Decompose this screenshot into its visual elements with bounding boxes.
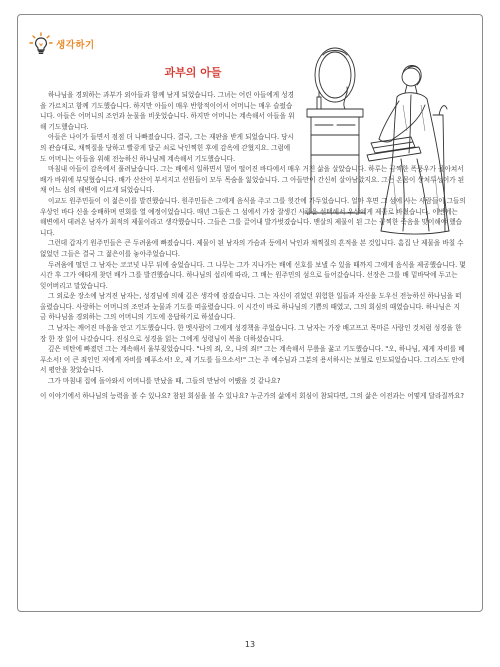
paragraph: 아들은 나이가 들면서 점점 더 나빠졌습니다. 결국, 그는 재판을 받게 되었습니다. 당시의 관습대로, 채찍질을 당하고 빨갛게 달군 쇠로 낙인찍힌 후에 감옥에 갇혔지요. 그럼에도 어머니는 아들을 위해 전능하신 하나님께 계속해서 기도했습니다. — [40, 133, 294, 163]
lightbulb-icon — [28, 31, 54, 57]
reflection-question: 이 이야기에서 하나님의 능력을 볼 수 있나요? 참된 회심을 볼 수 있나요? 누군가의 삶에서 회심이 참되다면, 그의 삶은 이전과는 어떻게 달라질까요? — [40, 391, 464, 400]
paragraph: 그 남자는 깨어진 마음을 안고 기도했습니다. 한 멧사람이 그에게 성경책을 주었습니다. 그 남자는 가장 배고프고 목마른 사람인 것처럼 성경을 한 장 한 장 읽어 나갔습니다. 진심으로 성경을 읽는 그에게 성령님이 복을 더하셨습니다. — [40, 324, 462, 343]
paragraph: 하나님을 경외하는 과부가 외아들과 함께 남게 되었습니다. 그녀는 어린 아들에게 성경을 가르치고 함께 기도했습니다. 하지만 아들이 매우 반항적이어서 어머니는 매우 슬펐습니다. 아들은 어머니의 조언과 눈물을 비웃었습니다. 하지만 어머니는 계속해서 아들을 위해 기도했습니다. — [40, 91, 295, 131]
section-header — [28, 32, 95, 56]
paragraph: 마침내 아들이 감옥에서 풀려났습니다. 그는 배에서 일하면서 멀어 떨어진 바다에서 매우 거친 삶을 살았습니다. 하루는 끔찍한 폭풍우가 몰아쳐서 배가 바위에 부딪혔습니다. 배가 산산이 부서지고 선원들이 모두 목숨을 잃었습니다. 그 아들만이 간신히 살아남았지요. 그는 온몸이 상처투성이가 된 채 어느 섬의 해변에 이르게 되었습니다. — [40, 165, 465, 195]
page-number: 13 — [244, 640, 256, 649]
paragraph: 그런데 갑자기 원주민들은 큰 두려움에 빠졌습니다. 제물이 된 남자의 가슴과 등에서 낙인과 채찍질의 흔적을 본 것입니다. 흠집 난 제물을 바칠 수 없었던 그들은 결국 그 젊은이를 놓아주었습니다. — [40, 239, 464, 258]
section-label: 생각하기 — [56, 40, 95, 51]
paragraph: 깊은 비탄에 빠졌던 그는 계속해서 울부짖었습니다. "나의 죄, 오, 나의 죄!" 그는 계속해서 무릎을 꿇고 기도했습니다. "오, 하나님, 제게 자비를 베푸소서! 이 큰 죄인인 저에게 자비를 베푸소서! 오, 제 기도를 들으소서!" 그는 주 예수님과 그분의 용서하시는 보혈로 인도되었습니다. 그리스도 안에서 평안을 찾았습니다. — [40, 345, 465, 375]
story-body — [40, 90, 466, 401]
paragraph: 두려움에 떨던 그 남자는 코코넛 나무 뒤에 숨었습니다. 그 나무는 그가 지나가는 배에 신호를 보낼 수 있을 때까지 그에게 음식을 제공했습니다. 몇시간 후 그가 애타게 찾던 배가 그를 발견했습니다. 하나님의 섭리에 따라, 그 배는 원주민의 섬으로 들어갔습니다. 선장은 그를 배 밑바닥에 두고는 잊어버리고 말았습니다. — [40, 260, 466, 290]
paragraph: 이교도 원주민들이 이 젊은이를 발견했습니다. 원주민들은 그에게 음식을 주고 그를 헛간에 가두었습니다. 얼마 후면 그 섬에 사는 사람들이 그들의 우상인 바다 신을 숭배하며 연회를 열 예정이었습니다. 매년 그들은 그 섬에서 가장 잘생긴 사람을 선택해서 우상에게 제물로 바쳤습니다. 이번에는 해변에서 데려온 남자가 최적의 제물이라고 생각했습니다. 그들은 그를 끌어내 발가벗겼습니다. 맨살의 제물이 된 그는 끔찍한 죽음을 맞이해야 했습니다. — [40, 196, 466, 237]
paragraph: 그 외로운 장소에 남겨진 남자는, 성경님에 의해 깊은 생각에 잠겼습니다. 그는 자신이 겪었던 위험한 일들과 자신을 도우신 전능하신 하나님을 떠올렸습니다. 사랑하는 어머니의 조언과 눈물과 기도를 떠올렸습니다. 이 시간이 바로 하나님의 기쁨의 때였고, 그의 회심의 때였습니다. 하나님은 지금 하나님을 경외하는 그의 어머니의 기도에 응답하기로 하셨습니다. — [40, 292, 462, 322]
paragraph: 그가 마침내 집에 돌아와서 어머니를 만났을 때, 그들의 만남이 어땠을 것 같나요? — [48, 377, 281, 386]
story-title: 과부의 아들 — [164, 66, 222, 79]
